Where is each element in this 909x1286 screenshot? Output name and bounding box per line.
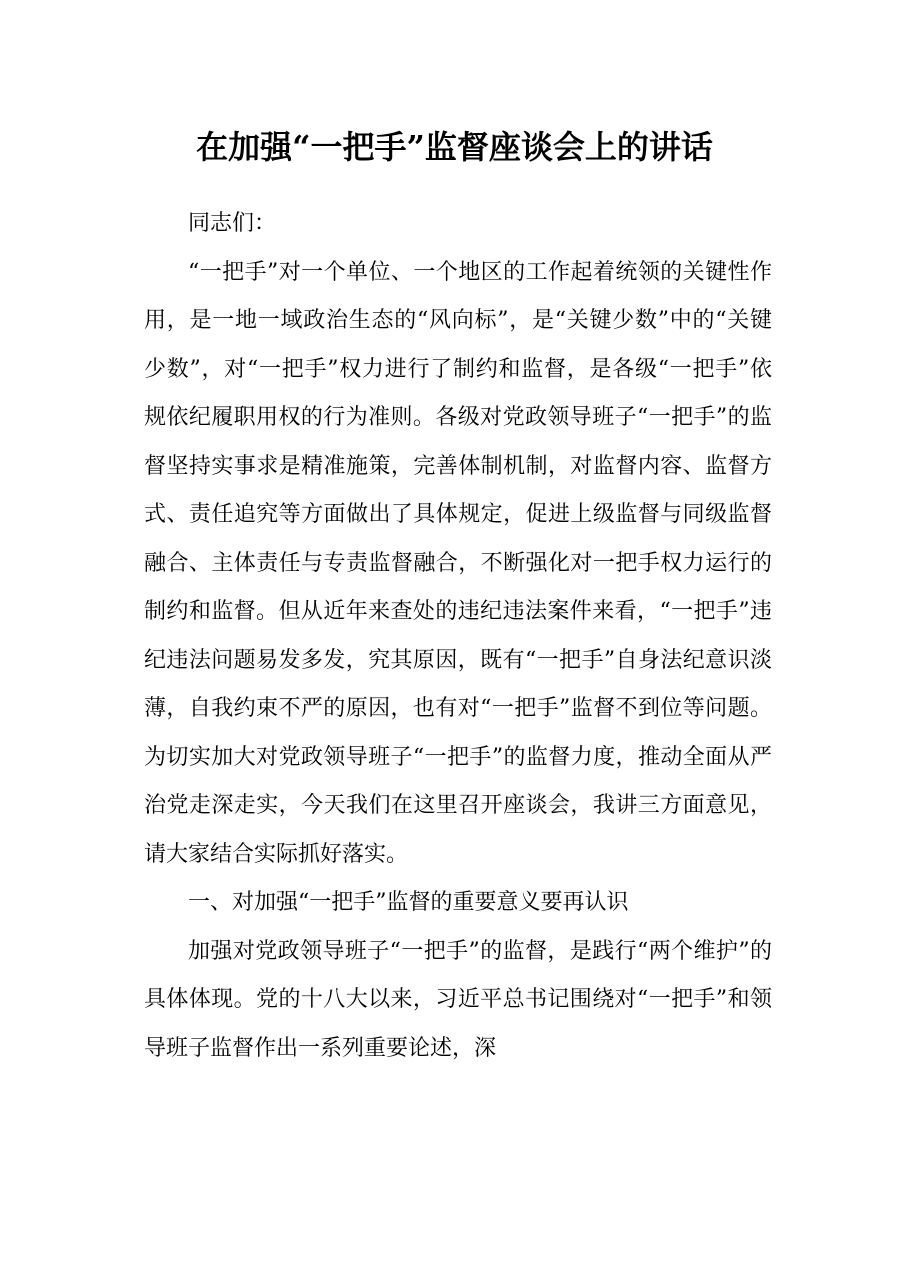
document-body: [144, 200, 772, 1073]
document-title: 在加强“一把手”监督座谈会上的讲话: [196, 128, 713, 166]
section-heading: 一、对加强“一把手”监督的重要意义要再认识: [188, 890, 629, 915]
section-paragraph: 加强对党政领导班子“一把手”的监督，是践行“两个维护”的具体体现。党的十八大以来，习近平总书记围绕对“一把手”和领导班子监督作出一系列重要论述，深: [144, 938, 772, 1061]
intro-paragraph: “一把手”对一个单位、一个地区的工作起着统领的关键性作用，是一地一域政治生态的“风向标”，是“关键少数”中的“关键少数”，对“一把手”权力进行了制约和监督，是各级“一把手”依规依纪履职用权的行为准则。各级对党政领导班子“一把手”的监督坚持实事求是精准施策，完善体制机制，对监督内容、监督方式、责任追究等方面做出了具体规定，促进上级监督与同级监督融合、主体责任与专责监督融合，不断强化对一把手权力运行的制约和监督。但从近年来查处的违纪违法案件来看，“一把手”违纪违法问题易发多发，究其原因，既有“一把手”自身法纪意识淡薄，自我约束不严的原因，也有对“一把手”监督不到位等问题。为切实加大对党政领导班子“一把手”的监督力度，推动全面从严治党走深走实，今天我们在这里召开座谈会，我讲三方面意见，请大家结合实际抓好落实。: [144, 259, 772, 867]
salutation-paragraph: 同志们：: [188, 211, 277, 236]
